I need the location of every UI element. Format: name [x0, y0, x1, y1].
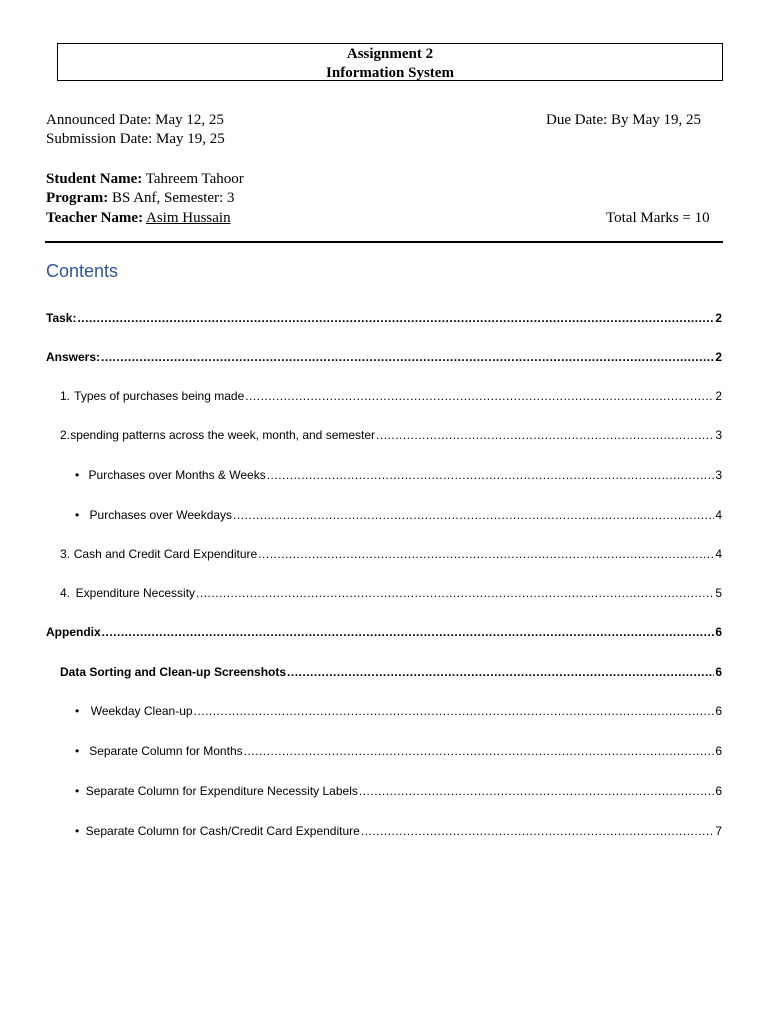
toc-entry-title: Types of purchases being made [74, 389, 245, 403]
contents-heading: Contents [46, 261, 119, 281]
student-name-line [46, 170, 244, 189]
student-name-label: Student Name: [46, 171, 143, 187]
toc-page-number: 6 [715, 744, 722, 758]
bullet-icon: • [75, 744, 80, 758]
toc-dot-leader [267, 467, 715, 483]
student-name-value: Tahreem Tahoor [145, 171, 244, 187]
toc-entry[interactable] [75, 703, 722, 719]
toc-entry-title: Cash and Credit Card Expenditure [73, 547, 258, 561]
toc-page-number: 6 [715, 665, 722, 679]
program-line [46, 189, 234, 208]
toc-page-number: 4 [715, 508, 722, 522]
toc-entry-number: 2. [60, 428, 71, 442]
toc-page-number: 3 [715, 428, 722, 442]
program-label: Program: [46, 190, 109, 206]
submission-date-label: Submission Date: [46, 131, 153, 147]
announced-date-value: May 12, 25 [155, 112, 224, 128]
toc-entry[interactable] [46, 310, 722, 326]
assignment-title: Assignment 2 [346, 46, 434, 62]
toc-dot-leader [244, 743, 715, 759]
toc-entry[interactable] [46, 349, 722, 365]
toc-entry-title: Task: [46, 311, 77, 325]
toc-page-number: 2 [715, 350, 722, 364]
course-title: Information System [326, 65, 454, 81]
toc-dot-leader [101, 349, 714, 365]
toc-entry-title: Expenditure Necessity [75, 586, 196, 600]
toc-entry-number: 1. [60, 389, 71, 403]
teacher-name-label: Teacher Name: [46, 210, 144, 226]
toc-page-number: 6 [715, 704, 722, 718]
toc-entry[interactable] [46, 624, 722, 640]
submission-date-line [46, 130, 225, 149]
toc-entry[interactable] [60, 427, 722, 443]
bullet-icon: • [75, 784, 80, 798]
toc-entry[interactable] [60, 585, 722, 601]
toc-page-number: 6 [715, 625, 722, 639]
toc-entry-number: 3. [60, 547, 71, 561]
header-divider [45, 241, 723, 243]
toc-page-number: 4 [715, 547, 722, 561]
bullet-icon: • [75, 824, 80, 838]
toc-entry-title: spending patterns across the week, month, and semester [70, 428, 376, 442]
toc-entry-number: 4. [60, 586, 71, 600]
bullet-icon: • [75, 704, 80, 718]
toc-entry[interactable] [75, 507, 722, 523]
due-date-label: Due Date: [546, 112, 608, 128]
toc-entry-title: Separate Column for Months [89, 744, 243, 758]
toc-dot-leader [361, 823, 715, 839]
toc-dot-leader [376, 427, 714, 443]
toc-dot-leader [233, 507, 714, 523]
toc-entry-title: Appendix [46, 625, 101, 639]
toc-entry[interactable] [75, 783, 722, 799]
toc-entry[interactable] [60, 546, 722, 562]
toc-dot-leader [258, 546, 714, 562]
toc-page-number: 6 [715, 784, 722, 798]
bullet-icon: • [75, 468, 80, 482]
due-date-line [546, 111, 701, 130]
toc-entry[interactable] [60, 388, 722, 404]
toc-entry[interactable] [60, 664, 722, 680]
toc-dot-leader [287, 664, 714, 680]
toc-entry-title: Separate Column for Expenditure Necessity Labels [85, 784, 358, 798]
toc-entry-title: Weekday Clean-up [90, 704, 193, 718]
announced-date-line [46, 111, 224, 130]
toc-dot-leader [245, 388, 714, 404]
toc-page-number: 3 [715, 468, 722, 482]
document-title-box [57, 43, 723, 81]
program-value: BS Anf, Semester: 3 [111, 190, 235, 206]
teacher-name-value: Asim Hussain [146, 210, 231, 226]
toc-dot-leader [102, 624, 715, 640]
toc-page-number: 7 [715, 824, 722, 838]
toc-entry[interactable] [75, 823, 722, 839]
due-date-value: By May 19, 25 [610, 112, 701, 128]
toc-dot-leader [77, 310, 714, 326]
toc-dot-leader [196, 585, 714, 601]
toc-entry-title: Separate Column for Cash/Credit Card Expenditure [85, 824, 360, 838]
toc-entry-title: Purchases over Weekdays [89, 508, 233, 522]
announced-date-label: Announced Date: [46, 112, 152, 128]
teacher-name-line [46, 209, 231, 228]
submission-date-value: May 19, 25 [156, 131, 225, 147]
toc-page-number: 2 [715, 311, 722, 325]
bullet-icon: • [75, 508, 80, 522]
toc-entry-title: Answers: [46, 350, 101, 364]
toc-page-number: 2 [715, 389, 722, 403]
toc-dot-leader [194, 703, 715, 719]
toc-entry[interactable] [75, 743, 722, 759]
toc-page-number: 5 [715, 586, 722, 600]
toc-dot-leader [359, 783, 714, 799]
total-marks: Total Marks = 10 [606, 210, 710, 226]
toc-entry[interactable] [75, 467, 722, 483]
toc-entry-title: Data Sorting and Clean-up Screenshots [60, 665, 287, 679]
toc-entry-title: Purchases over Months & Weeks [88, 468, 266, 482]
